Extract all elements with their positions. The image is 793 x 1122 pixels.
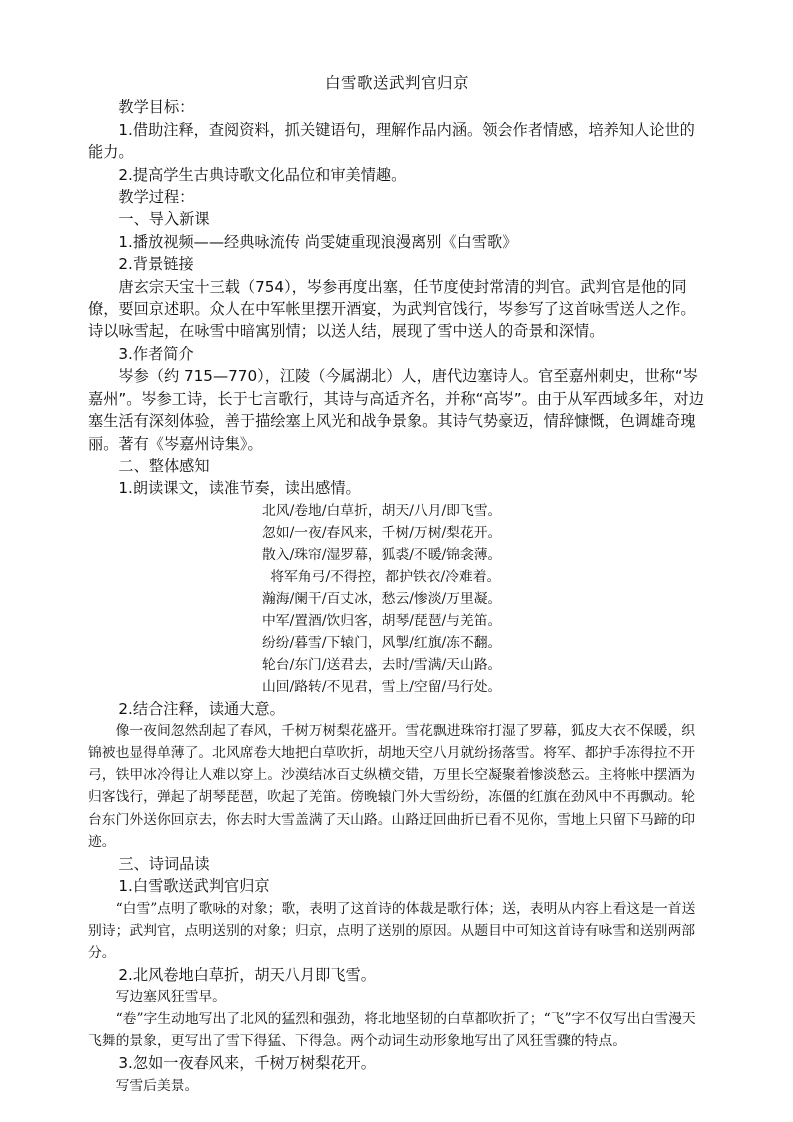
poem-line: 将军角弓/不得控，都护铁衣/冷难着。 <box>270 568 501 585</box>
poem-line: 纷纷/暮雪/下辕门，风掣/红旗/冻不翻。 <box>262 634 502 651</box>
poem-line: 中军/置酒/饮归客，胡琴/琵琶/与羌笛。 <box>262 612 502 629</box>
objective-2: 2.提高学生古典诗歌文化品位和审美情趣。 <box>118 165 407 184</box>
section-2-heading: 二、整体感知 <box>118 456 210 475</box>
author-text: 岑参（约 715—770），江陵（今属湖北）人，唐代边塞诗人。官至嘉州刺史，世称“岑嘉州”。岑参工诗，长于七言歌行，其诗与高适齐名，并称“高岑”。由于从军西域多年，对边塞生活有深刻体验，善于描绘塞上风光和战争景象。其诗气势豪迈，情辞慷慨，色调雄奇瑰丽。著有《岑嘉州诗集》。 <box>88 367 704 453</box>
item-2-text: “卷”字生动地写出了北风的猛烈和强劲，将北地坚韧的白草都吹折了；“飞”字不仅写出白雪漫天飞舞的景象，更写出了雪下得猛、下得急。两个动词生动形象地写出了风狂雪骤的特点。 <box>88 1011 696 1050</box>
objective-1: 1.借助注释，查阅资料，抓关键语句，理解作品内涵。领会作者情感，培养知人论世的能力。 <box>88 120 695 162</box>
background-heading: 2.背景链接 <box>118 255 194 274</box>
background-text: 唐玄宗天宝十三载（754），岑参再度出塞，任节度使封常清的判官。武判官是他的同僚，要回京述职。众人在中军帐里摆开酒宴，为武判官饯行，岑参写了这首咏雪送人之作。诗以咏雪起，在咏雪中暗寓别情；以送人结，展现了雪中送人的奇景和深情。 <box>88 277 696 341</box>
item-3-sub: 写雪后美景。 <box>115 1077 199 1094</box>
process-heading: 教学过程： <box>118 188 195 207</box>
objectives-heading: 教学目标： <box>118 98 195 117</box>
poem-line: 轮台/东门/送君去，去时/雪满/天山路。 <box>262 656 502 673</box>
poem-line: 北风/卷地/白草折，胡天/八月/即飞雪。 <box>262 502 502 519</box>
document-page <box>88 72 706 1097</box>
poem-block <box>262 500 622 698</box>
item-2-heading: 2.北风卷地白草折，胡天八月即飞雪。 <box>118 965 376 984</box>
section-1-heading: 一、导入新课 <box>118 210 210 229</box>
item-1-heading: 1.白雪歌送武判官归京 <box>118 877 270 896</box>
page-title: 白雪歌送武判官归京 <box>324 74 469 92</box>
section-3-heading: 三、诗词品读 <box>118 854 210 873</box>
poem-line: 散入/珠帘/湿罗幕，狐裘/不暖/锦衾薄。 <box>262 546 502 563</box>
read-aloud-heading: 1.朗读课文，读准节奏，读出感情。 <box>118 479 361 498</box>
video-item: 1.播放视频——经典咏流传 尚雯婕重现浪漫离别《白雪歌》 <box>118 232 518 251</box>
item-2-sub: 写边塞风狂雪早。 <box>115 989 226 1006</box>
item-1-text: “白雪”点明了歌咏的对象；歌，表明了这首诗的体裁是歌行体；送，表明从内容上看这是一首送别诗；武判官，点明送别的对象；归京，点明了送别的原因。从题目中可知这首诗有咏雪和送别两部分。 <box>88 900 696 961</box>
poem-line: 忽如/一夜/春风来，千树/万树/梨花开。 <box>262 524 502 541</box>
author-heading: 3.作者简介 <box>118 344 194 363</box>
item-3-heading: 3.忽如一夜春风来，千树万树梨花开。 <box>118 1054 376 1073</box>
poem-line: 瀚海/阑干/百丈冰，愁云/惨淡/万里凝。 <box>262 590 502 607</box>
notes-heading: 2.结合注释，读通大意。 <box>118 699 285 718</box>
poem-line: 山回/路转/不见君，雪上/空留/马行处。 <box>262 678 502 695</box>
translation-text: 像一夜间忽然刮起了春风，千树万树梨花盛开。雪花飘进珠帘打湿了罗幕，狐皮大衣不保暖，织锦被也显得单薄了。北风席卷大地把白草吹折，胡地天空八月就纷扬落雪。将军、都护手冻得拉不开弓，铁甲冰冷得让人难以穿上。沙漠结冰百丈纵横交错，万里长空凝聚着惨淡愁云。主将帐中摆酒为归客饯行，弹起了胡琴琵琶，吹起了羌笛。傍晚辕门外大雪纷纷，冻僵的红旗在劲风中不再飘动。轮台东门外送你回京去，你去时大雪盖满了天山路。山路迂回曲折已看不见你，雪地上只留下马蹄的印迹。 <box>88 723 696 850</box>
